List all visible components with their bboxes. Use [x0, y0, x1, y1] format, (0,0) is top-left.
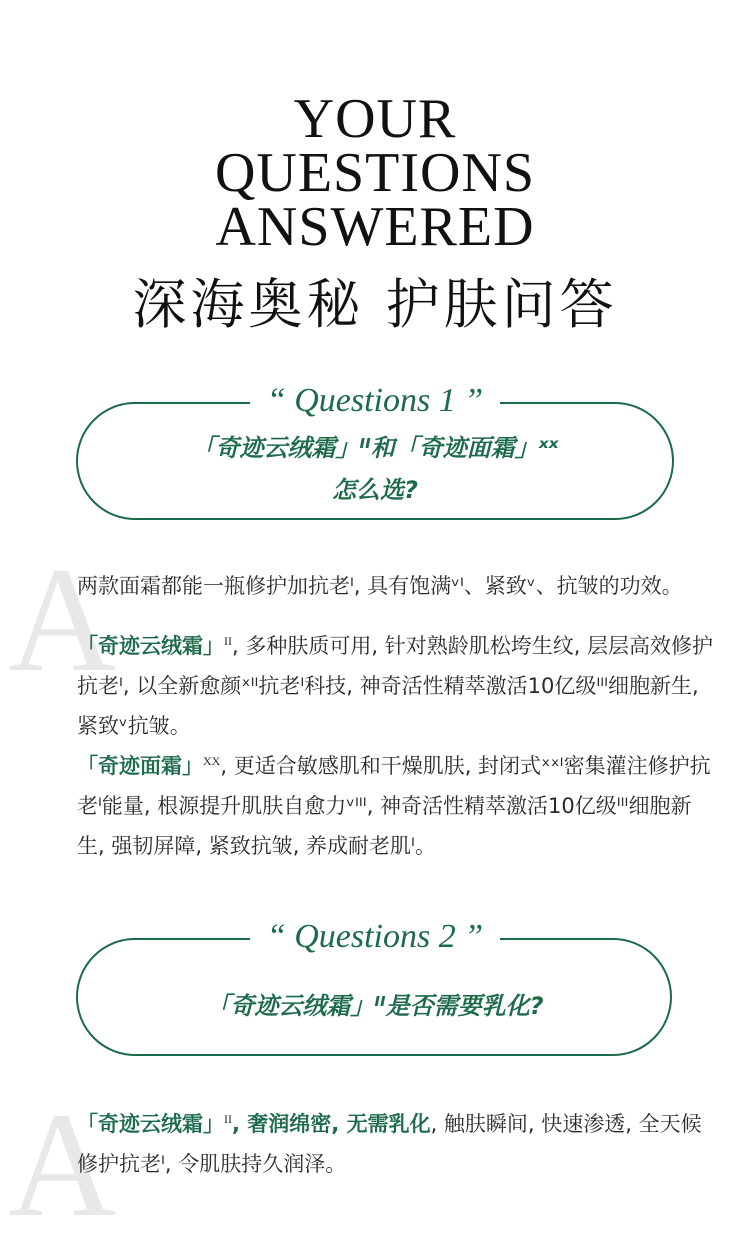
title-line-questions: QUESTIONS: [214, 142, 536, 204]
title-chinese: 深海奥秘 护肤问答: [132, 273, 618, 336]
footnote-mark: II: [224, 1112, 232, 1126]
product-name-yunrong: 「奇迹云绒霜」: [77, 1112, 224, 1136]
question-1-line2: 怎么选?: [332, 476, 418, 504]
title-line-your: YOUR: [293, 88, 457, 150]
question-1-heading: “ Questions 1 ”: [266, 382, 484, 419]
footnote-mark: II: [224, 634, 232, 648]
decorative-letter-a: A: [8, 1082, 117, 1248]
question-2-heading: “ Questions 2 ”: [266, 918, 484, 955]
footnote-mark: XX: [203, 754, 221, 768]
title-line-answered: ANSWERED: [215, 196, 535, 258]
paragraph-text: , 更适合敏感肌和干燥肌肤, 封闭式ˣˣᴵ密集灌注修护抗老ᴵ能量, 根源提升肌肤自愈力ᵛᴵᴵᴵ, 神奇活性精萃激活10亿级ᴵᴵᴵ细胞新生, 强韧屏障, 紧致抗皱, 养成耐老肌ᴵ。: [77, 754, 711, 858]
question-2-text: 「奇迹云绒霜」ᴵᴵ是否需要乳化?: [206, 992, 544, 1020]
product-name-miracle-cream: 「奇迹面霜」: [77, 754, 203, 778]
paragraph-text: , 多种肤质可用, 针对熟龄肌松垮生纹, 层层高效修护抗老ᴵ, 以全新愈颜ˣᴵᴵ抗老ᴵ科技, 神奇活性精萃激活10亿级ᴵᴵᴵ细胞新生, 紧致ᵛ抗皱。: [77, 634, 714, 738]
answer-2-paragraph: [77, 1104, 717, 1184]
product-name-yunrong: 「奇迹云绒霜」: [77, 634, 224, 658]
answer-1-paragraph-1: [77, 626, 717, 746]
paragraph-text: , 触肤瞬间, 快速渗透, 全天候修护抗老ᴵ, 令肌肤持久润泽。: [77, 1112, 702, 1176]
question-1-line1: 「奇迹云绒霜」ᴵᴵ和「奇迹面霜」ˣˣ: [191, 434, 559, 462]
decorative-letter-a: A: [8, 537, 117, 703]
answer-2-highlight: , 奢润绵密, 无需乳化: [232, 1112, 431, 1136]
answer-1-paragraph-2: [77, 746, 717, 866]
answer-1-intro: 两款面霜都能一瓶修护加抗老ᴵ, 具有饱满ᵛᴵ、紧致ᵛ、抗皱的功效。: [77, 574, 683, 598]
